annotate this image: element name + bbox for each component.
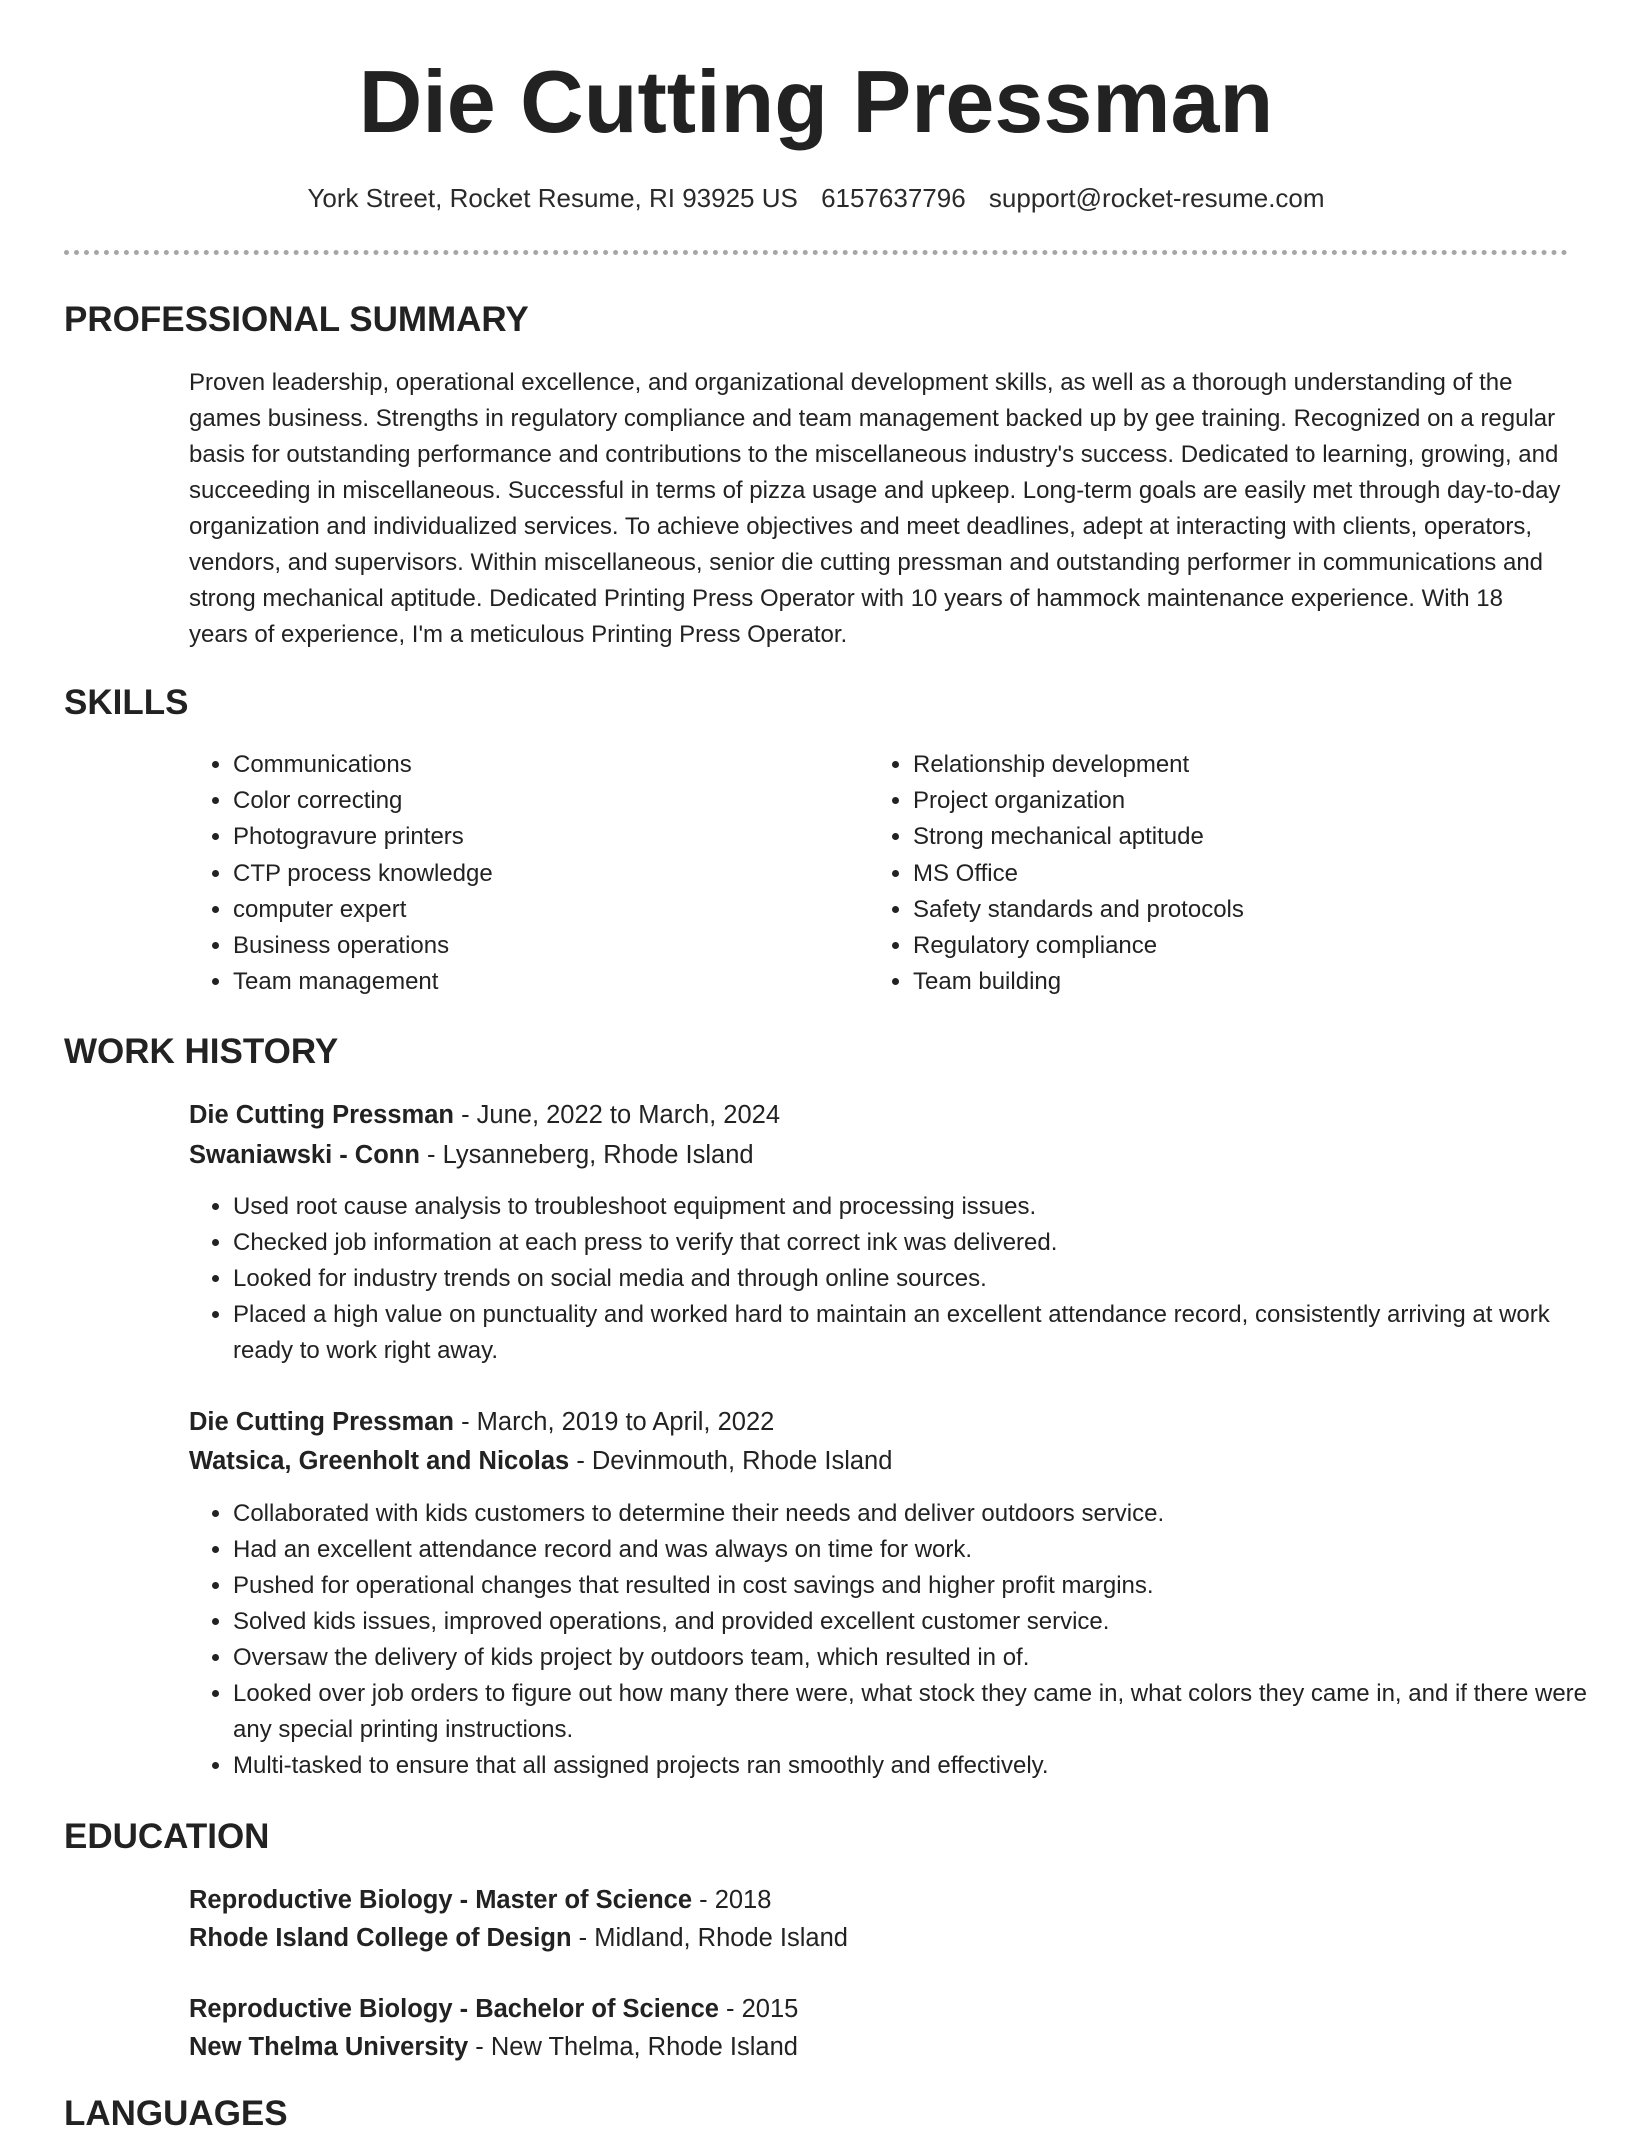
job-bullet: • Checked job information at each press to verify that correct ink was delivered. xyxy=(233,1225,1608,1261)
education-school-line xyxy=(189,1919,848,1957)
job-bullet: • Looked for industry trends on social media and through online sources. xyxy=(233,1261,1608,1297)
skill-item: • Team management xyxy=(233,964,833,1000)
contact-address: York Street, Rocket Resume, RI 93925 US xyxy=(307,183,798,213)
skill-item: • Color correcting xyxy=(233,783,833,819)
education-degree: Reproductive Biology - Master of Science xyxy=(189,1886,693,1914)
skill-item: • Business operations xyxy=(233,928,833,964)
section-title-skills: SKILLS xyxy=(64,683,189,722)
job-bullet: • Pushed for operational changes that resulted in cost savings and higher profit margins. xyxy=(233,1568,1608,1604)
education-year: - 2015 xyxy=(718,1995,799,2023)
job-title: Die Cutting Pressman xyxy=(189,1101,454,1129)
skills-list-left xyxy=(189,747,833,1000)
skill-item: • Communications xyxy=(233,747,833,783)
skills-list-right xyxy=(869,747,1513,1000)
skill-item: • Team building xyxy=(913,964,1513,1000)
section-title-education: EDUCATION xyxy=(64,1817,270,1856)
job-location: - Lysanneberg, Rhode Island xyxy=(419,1141,754,1169)
job-company-line xyxy=(189,1136,754,1174)
section-title-languages: LANGUAGES xyxy=(64,2094,288,2133)
header-divider xyxy=(64,250,1568,255)
education-location: - Midland, Rhode Island xyxy=(571,1924,848,1952)
job-title: Die Cutting Pressman xyxy=(189,1408,454,1436)
job-bullets xyxy=(189,1496,1608,1784)
job-bullet: • Placed a high value on punctuality and worked hard to maintain an excellent attendance record, consistently arriving at work ready to work right away. xyxy=(233,1297,1608,1369)
job-bullet: • Oversaw the delivery of kids project by outdoors team, which resulted in of. xyxy=(233,1640,1608,1676)
education-school: New Thelma University xyxy=(189,2033,469,2061)
job-location: - Devinmouth, Rhode Island xyxy=(569,1447,893,1475)
contact-line xyxy=(0,180,1632,216)
job-company: Watsica, Greenholt and Nicolas xyxy=(189,1447,570,1475)
job-company: Swaniawski - Conn xyxy=(189,1141,420,1169)
job-dates: - June, 2022 to March, 2024 xyxy=(453,1101,781,1129)
contact-phone: 6157637796 xyxy=(821,183,966,213)
job-title-line xyxy=(189,1096,780,1134)
job-bullets xyxy=(189,1189,1608,1369)
education-degree: Reproductive Biology - Bachelor of Science xyxy=(189,1995,719,2023)
job-bullet: • Used root cause analysis to troubleshoot equipment and processing issues. xyxy=(233,1189,1608,1225)
job-bullet: • Looked over job orders to figure out how many there were, what stock they came in, what colors they came in, and if there were any special printing instructions. xyxy=(233,1676,1608,1748)
job-title-line xyxy=(189,1403,774,1441)
summary-text: Proven leadership, operational excellence, and organizational development skills, as well as a thorough understanding of the games business. Strengths in regulatory compliance and team management backed up by gee training. Recognized on a regular basis for outstanding performance and contributions to the miscellaneous industry's success. Dedicated to learning, growing, and succeeding in miscellaneous. Successful in terms of pizza usage and upkeep. Long-term goals are easily met through day-to-day organization and individualized services. To achieve objectives and meet deadlines, adept at interacting with clients, operators, vendors, and supervisors. Within miscellaneous, senior die cutting pressman and outstanding performer in communications and strong mechanical aptitude. Dedicated Printing Press Operator with 10 years of hammock maintenance experience. With 18 years of experience, I'm a meticulous Printing Press Operator. xyxy=(189,369,1561,648)
job-dates: - March, 2019 to April, 2022 xyxy=(453,1408,775,1436)
skill-item: • Regulatory compliance xyxy=(913,928,1513,964)
skill-item: • Relationship development xyxy=(913,747,1513,783)
education-school: Rhode Island College of Design xyxy=(189,1924,572,1952)
education-school-line xyxy=(189,2028,798,2066)
skill-item: • Strong mechanical aptitude xyxy=(913,819,1513,855)
candidate-name: Die Cutting Pressman xyxy=(358,52,1274,151)
education-location: - New Thelma, Rhode Island xyxy=(468,2033,798,2061)
education-year: - 2018 xyxy=(692,1886,772,1914)
job-bullet: • Multi-tasked to ensure that all assigned projects ran smoothly and effectively. xyxy=(233,1748,1608,1784)
contact-email: support@rocket-resume.com xyxy=(988,183,1325,213)
skill-item: • CTP process knowledge xyxy=(233,856,833,892)
skill-item: • Photogravure printers xyxy=(233,819,833,855)
skill-item: • computer expert xyxy=(233,892,833,928)
skill-item: • Project organization xyxy=(913,783,1513,819)
section-title-summary: PROFESSIONAL SUMMARY xyxy=(64,300,529,339)
section-title-work-history: WORK HISTORY xyxy=(64,1032,339,1071)
job-company-line xyxy=(189,1442,892,1480)
skill-item: • MS Office xyxy=(913,856,1513,892)
job-bullet: • Solved kids issues, improved operations, and provided excellent customer service. xyxy=(233,1604,1608,1640)
education-degree-line xyxy=(189,1881,771,1919)
skill-item: • Safety standards and protocols xyxy=(913,892,1513,928)
education-degree-line xyxy=(189,1990,798,2028)
job-bullet: • Collaborated with kids customers to determine their needs and deliver outdoors service. xyxy=(233,1496,1608,1532)
job-bullet: • Had an excellent attendance record and was always on time for work. xyxy=(233,1532,1608,1568)
